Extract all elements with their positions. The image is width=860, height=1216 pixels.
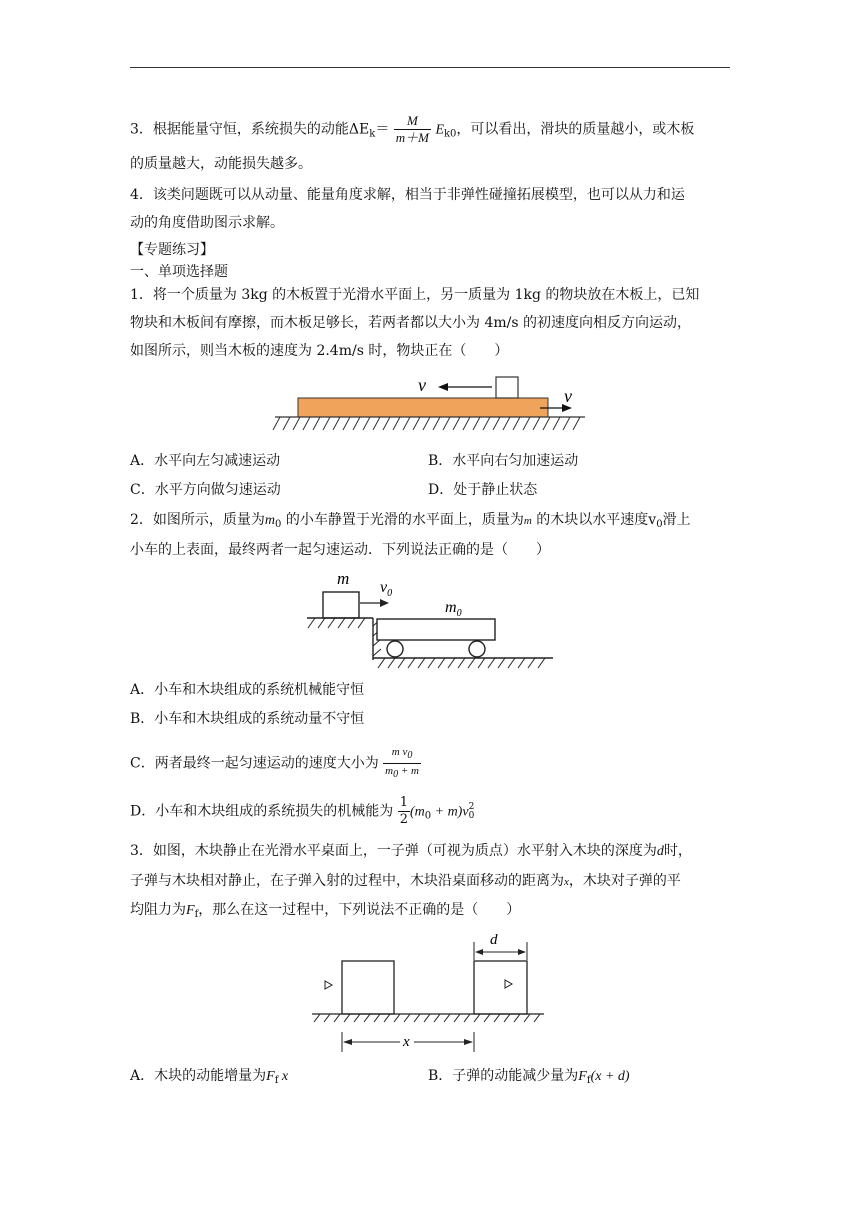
q3-l3a: 均阻力为: [130, 902, 186, 918]
q2-option-d-expr2: + m)v: [431, 804, 469, 820]
q1-option-c: C．水平方向做匀速运动: [130, 482, 281, 498]
q3-option-b-F: F: [578, 1069, 587, 1084]
fraction-numerator: M: [394, 113, 431, 130]
q3-figure: [310, 928, 550, 1058]
q1-line2: 物块和木板间有摩擦，而木板足够长，若两者都以大小为 4m/s 的初速度向相反方向运动，: [130, 315, 691, 331]
q3-block-final: [474, 961, 527, 1014]
q2-option-c-fraction: [383, 745, 421, 782]
q2-option-c-den-tail: + m: [398, 765, 419, 777]
q1-ground-hatch: [273, 417, 580, 430]
q3-ground-hatch: [314, 1014, 540, 1022]
q1-line1: 1．将一个质量为 3kg 的木板置于光滑水平面上，另一质量为 1kg 的物块放在木板上，已知: [130, 287, 700, 303]
q3-l1a: 3．如图，木块静止在光滑水平桌面上，一子弹（可视为质点）水平射入木块的深度为: [130, 843, 657, 859]
q3-x-arrow-left: [343, 1039, 352, 1045]
q3-label-d: d: [490, 932, 498, 948]
item4-line1: 4．该类问题既可以从动量、能量角度求解，相当于非弹性碰撞拓展模型，也可以从力和运: [130, 187, 685, 203]
q2-option-c-den: [383, 764, 421, 782]
q2-option-c-num: [383, 745, 421, 764]
q2-option-c: [130, 745, 421, 782]
q3-l1-d: d: [656, 844, 664, 859]
summary-item-3: [130, 113, 694, 146]
q1-option-b: B．水平向右匀加速运动: [428, 453, 579, 469]
q3-option-a-F: F: [266, 1069, 275, 1084]
q3-option-b-f: f: [586, 1075, 591, 1086]
q2-label-m0-sub: 0: [456, 608, 462, 619]
item3-prefix: 3．根据能量守恒，系统损失的动能ΔE: [130, 121, 370, 138]
q2-figure: [305, 570, 565, 670]
q3-l3-f: f: [194, 909, 199, 920]
q2-option-d-half: [398, 795, 410, 828]
q1-label-v-left: v: [418, 375, 426, 395]
q3-option-b-tail: (x + d): [590, 1069, 630, 1084]
q2-upper-hatch: [308, 618, 365, 628]
q1-label-v-right: v: [564, 386, 572, 406]
q2-label-m0-main: m: [445, 599, 457, 616]
q2-option-d-text: D．小车和木块组成的系统损失的机械能为: [130, 803, 394, 820]
q2-option-d-expr-sub: 0: [424, 810, 432, 822]
q2-option-b: B．小车和木块组成的系统动量不守恒: [130, 711, 365, 727]
q3-d-arrow-left: [475, 949, 483, 955]
item3-sub-k0: k0: [444, 128, 457, 140]
q3-x-arrow-right: [464, 1039, 473, 1045]
q3-l1b: 时，: [663, 843, 692, 859]
q3-l2a: 子弹与木块相对静止，在子弹入射的过程中，木块沿桌面移动的距离为: [130, 873, 564, 889]
item4-line2: 动的角度借助图示求解。: [130, 215, 284, 231]
q3-l3-F: F: [186, 903, 195, 918]
q3-line3: [130, 900, 520, 925]
q2-l1a: 2．如图所示，质量为: [130, 512, 265, 528]
fraction-M-over-mM: [394, 113, 431, 146]
q3-option-b: [428, 1066, 630, 1091]
q2-option-d-half-den: 2: [399, 812, 408, 827]
q2-label-m: m: [337, 569, 350, 588]
q1-option-d: D．处于静止状态: [428, 482, 538, 498]
section-heading: 【专题练习】: [130, 242, 214, 258]
q2-option-c-text: C．两者最终一起匀速运动的速度大小为: [130, 755, 379, 772]
item3-sub-k: k: [369, 128, 376, 140]
q2-cart-wheel-left: [387, 641, 403, 657]
q3-label-x: x: [403, 1034, 410, 1050]
q2-line1: [130, 510, 691, 535]
q1-figure: [270, 370, 590, 440]
item3-line2: 的质量越大，动能损失越多。: [130, 156, 312, 172]
q2-option-c-num-sub: 0: [407, 750, 413, 761]
q3-l2-x: x: [564, 876, 569, 888]
q2-l1-m0-sub: 0: [275, 519, 282, 530]
item3-suffix: ，可以看出，滑块的质量越小，或木板: [456, 121, 695, 138]
q3-line2: [130, 871, 681, 892]
q2-l1d: 滑上: [662, 512, 691, 528]
q2-option-d-half-num: 1: [399, 795, 408, 810]
q3-option-a: [130, 1066, 288, 1091]
q2-line2: 小车的上表面，最终两者一起匀速运动．下列说法正确的是（ ）: [130, 542, 550, 558]
q3-block-initial: [342, 961, 394, 1014]
q3-option-a-x: x: [278, 1069, 289, 1084]
q2-arrow-v0-head: [380, 599, 389, 607]
q1-plank: [298, 398, 548, 417]
q2-lower-hatch: [378, 658, 545, 668]
section-subheading: 一、单项选择题: [130, 264, 228, 280]
q2-label-v-main: v: [380, 579, 388, 596]
q2-label-m0: [445, 599, 462, 619]
fraction-denominator: m＋M: [395, 130, 429, 145]
q1-arrow-left-head: [438, 383, 448, 391]
item3-equals: ＝: [375, 121, 390, 138]
q2-option-d-sup: 2: [468, 801, 475, 812]
q2-option-c-num-main: m v: [391, 746, 408, 758]
q2-label-v-sub: 0: [387, 588, 393, 599]
q2-option-c-den-main: m: [385, 765, 394, 777]
q3-l3b: ，那么在这一过程中，下列说法不正确的是（ ）: [198, 902, 521, 918]
q2-option-c-den-sub: 0: [393, 769, 399, 780]
q2-l1-m0: m: [264, 513, 276, 528]
q3-d-arrow-right: [518, 949, 526, 955]
header-rule: [130, 67, 730, 68]
q2-l1-m: m: [523, 515, 532, 527]
item3-E: E: [435, 122, 444, 138]
q2-option-a: A．小车和木块组成的系统机械能守恒: [130, 682, 365, 698]
q2-l1c: 的木块以水平速度v: [531, 512, 657, 528]
q2-label-v: [380, 579, 392, 599]
q3-bullet-initial: [325, 981, 332, 989]
q1-block: [496, 377, 518, 398]
q3-option-a-f: f: [274, 1075, 279, 1086]
q2-cart-body: [377, 619, 495, 640]
q2-option-d-sub2: 0: [468, 810, 475, 821]
q3-l2b: ，木块对子弹的平: [568, 873, 681, 889]
q2-l1b: 的小车静置于光滑的水平面上，质量为: [281, 512, 524, 528]
q2-cart-wheel-right: [469, 641, 485, 657]
q1-option-a: A．水平向左匀减速运动: [130, 453, 281, 469]
q2-l1-v0-sub: 0: [656, 519, 663, 530]
q3-option-a-text: A．木块的动能增量为: [130, 1068, 267, 1084]
q3-option-b-text: B．子弹的动能减少量为: [428, 1068, 579, 1084]
q2-wood-block: [323, 592, 359, 618]
q2-option-d-expr: (m: [409, 804, 425, 820]
q3-line1: [130, 841, 692, 862]
q1-line3: 如图所示，则当木板的速度为 2.4m/s 时，物块正在（ ）: [130, 343, 509, 359]
q2-option-d: [130, 795, 474, 831]
q2-option-d-scripts: [469, 803, 475, 821]
